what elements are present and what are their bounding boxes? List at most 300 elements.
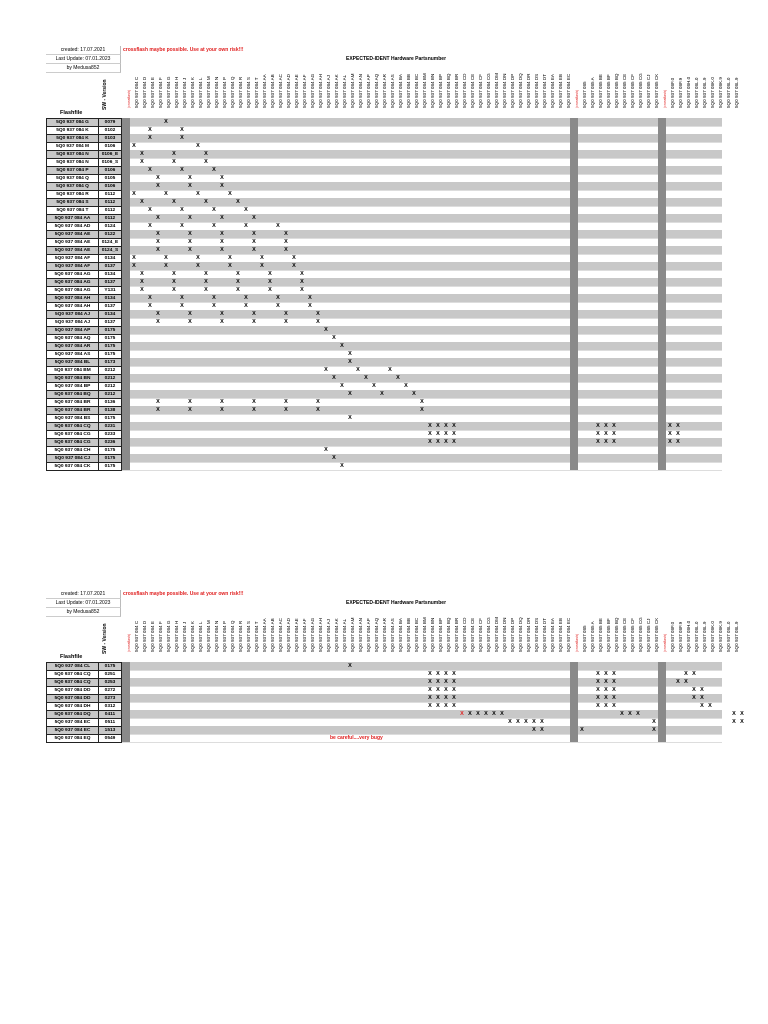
flashfile-cell: 5Q0 937 084 P [46, 166, 99, 175]
compat-mark: X [676, 431, 680, 437]
compat-mark: X [364, 375, 368, 381]
compat-mark: X [452, 703, 456, 709]
column-header: 5Q0 937 084 CE [470, 617, 475, 652]
compat-mark: X [612, 703, 616, 709]
compat-mark: X [236, 199, 240, 205]
column-header: 5Q0 937 084 BA [398, 618, 403, 652]
compat-mark: X [524, 719, 528, 725]
sw-version-cell: 0175 [98, 350, 122, 359]
compat-mark: X [428, 687, 432, 693]
compat-mark: X [516, 719, 520, 725]
row-note: be careful....very bugy [330, 735, 383, 741]
column-header: 5Q0 937 084 N [214, 76, 219, 108]
column-header: 5Q0 937 084 CD [462, 73, 467, 108]
compat-mark: X [188, 319, 192, 325]
compat-mark: X [428, 679, 432, 685]
sw-version-cell: 1513 [98, 726, 122, 735]
compat-mark: X [348, 415, 352, 421]
column-header: 5Q0 937 085 [582, 81, 587, 108]
compat-mark: X [244, 295, 248, 301]
column-header: 5Q0 937 084 DR [526, 73, 531, 108]
sw-version-cell: 0175 [98, 342, 122, 351]
compat-mark: X [220, 311, 224, 317]
column-header: 5Q0 937 084 AS [390, 74, 395, 108]
compat-mark: X [156, 183, 160, 189]
compat-mark: X [700, 703, 704, 709]
column-header: 5Q0 937 084 AE [294, 74, 299, 108]
table-row [46, 438, 722, 446]
column-header: 5Q0 937 084 G [166, 76, 171, 108]
compat-mark: X [252, 407, 256, 413]
sw-version-cell: 0103 [98, 134, 122, 143]
sw-version-cell: 0175 [98, 446, 122, 455]
column-header: 5Q0 937 084 F [158, 77, 163, 108]
column-header: 5Q0 937 084 AK [334, 618, 339, 652]
compat-mark: X [252, 215, 256, 221]
sw-version-cell: 0106 [98, 166, 122, 175]
author: by Medusa852 [46, 64, 121, 73]
table-row [46, 302, 722, 310]
column-header: 5Q0 937 08L.9 [702, 621, 707, 652]
created-date: created: 17.07.2021 [46, 46, 121, 55]
compat-mark: X [180, 135, 184, 141]
compat-mark: X [156, 231, 160, 237]
compat-mark: X [452, 431, 456, 437]
compat-mark: X [252, 231, 256, 237]
compat-mark: X [708, 703, 712, 709]
table-row [46, 326, 722, 334]
table-row [46, 718, 744, 726]
compat-mark: X [140, 271, 144, 277]
compat-mark: X [444, 431, 448, 437]
compat-mark: X [580, 727, 584, 733]
compat-mark: X [436, 439, 440, 445]
column-header: 5Q0 937 085 CK [654, 73, 659, 108]
compat-mark: X [284, 407, 288, 413]
column-header: 5Q0 937 084 AR [382, 618, 387, 652]
compat-mark: X [612, 679, 616, 685]
column-header: 5Q0 937 084 K [190, 621, 195, 652]
compat-mark: X [476, 711, 480, 717]
compat-mark: X [740, 711, 744, 717]
compat-mark: X [244, 223, 248, 229]
compat-mark: X [412, 391, 416, 397]
compat-mark: X [204, 271, 208, 277]
column-header: 5Q0 937 084 AP [366, 74, 371, 108]
compat-mark: X [428, 423, 432, 429]
compat-mark: X [188, 175, 192, 181]
compat-mark: X [676, 423, 680, 429]
compat-mark: X [244, 303, 248, 309]
column-header: 5Q0 937 084 M [206, 76, 211, 108]
column-header: 5Q0 937 084 P [222, 77, 227, 108]
compat-mark: X [316, 407, 320, 413]
column-header: 5Q0 937 084 AH [318, 74, 323, 108]
compat-mark: X [492, 711, 496, 717]
column-header: 5Q0 937 084 AR [382, 74, 387, 108]
compat-mark: X [372, 383, 376, 389]
compat-mark: X [692, 671, 696, 677]
sw-version-cell: 0233 [98, 430, 122, 439]
compat-mark: X [684, 671, 688, 677]
compat-mark: X [284, 239, 288, 245]
column-header: 5Q0 937 084 P [222, 621, 227, 652]
column-header: 5Q0 937 084 EB [558, 618, 563, 652]
sw-version-cell: 0106_E [98, 150, 122, 159]
compat-mark: X [612, 439, 616, 445]
flashfile-cell: 5Q0 937 084 AE [46, 230, 99, 239]
column-header: 5Q0 937 084 CF [478, 618, 483, 652]
column-header: 5Q0 937 084 BA [398, 74, 403, 108]
column-header: 5Q0 937 08F.9 [678, 77, 683, 108]
compat-mark: X [540, 727, 544, 733]
sw-version-cell: 0212 [98, 366, 122, 375]
column-header: 5Q0 937 08L.9 [702, 77, 707, 108]
column-header: 5Q0 937 084 C [134, 76, 139, 108]
table-row [46, 734, 722, 742]
compat-mark: X [252, 239, 256, 245]
compat-mark: X [172, 271, 176, 277]
sw-version-cell: 0134 [98, 254, 122, 263]
compat-mark: X [428, 431, 432, 437]
compat-mark: X [612, 671, 616, 677]
compat-mark: X [612, 695, 616, 701]
table-row [46, 214, 722, 222]
compat-mark: X [188, 239, 192, 245]
compat-mark: X [220, 239, 224, 245]
compat-mark: X [284, 319, 288, 325]
compat-mark: X [236, 279, 240, 285]
compat-mark: X [508, 719, 512, 725]
table-row [46, 166, 722, 174]
flashfile-cell: 5Q0 937 084 AA [46, 214, 99, 223]
compat-mark: X [180, 167, 184, 173]
column-header: 5Q0 937 084 DP [510, 617, 515, 652]
sw-version-cell: 0124_S [98, 246, 122, 255]
compat-mark: X [148, 303, 152, 309]
table-row [46, 382, 722, 390]
column-header: 5Q0 937 084 AA [262, 618, 267, 652]
table-row [46, 158, 722, 166]
compat-mark: X [204, 159, 208, 165]
column-header: 5Q0 937 084 DN [502, 617, 507, 652]
table-row [46, 126, 722, 134]
table-row [46, 278, 722, 286]
compat-mark: X [428, 703, 432, 709]
compat-mark: X [676, 679, 680, 685]
column-header: 5Q0 937 084 DN [502, 73, 507, 108]
compat-mark: X [484, 711, 488, 717]
column-header: 5Q0 937 084 EA [550, 74, 555, 108]
compat-mark: X [420, 407, 424, 413]
column-header: 5Q0 937 084 AS [390, 618, 395, 652]
compat-mark: X [668, 439, 672, 445]
compat-mark: X [468, 711, 472, 717]
column-header: (crossflash) [663, 89, 667, 108]
column-header: 5Q0 937 084 BP [438, 618, 443, 652]
sheet-top [46, 46, 739, 496]
column-header: 5Q0 937 084 BN [430, 73, 435, 108]
table-row [46, 254, 722, 262]
compat-mark: X [220, 407, 224, 413]
compat-mark: X [300, 271, 304, 277]
compat-mark: X [292, 263, 296, 269]
compat-mark: X [132, 191, 136, 197]
row-cells [122, 734, 722, 743]
flashfile-cell: 5Q0 937 084 CQ [46, 422, 99, 431]
table-row [46, 694, 722, 702]
flashfile-cell: 5Q0 937 084 EC [46, 726, 99, 735]
flashfile-cell: 5Q0 937 084 N [46, 158, 99, 167]
sw-version-cell: 0173 [98, 358, 122, 367]
column-header: 5Q0 937 084 AF [302, 618, 307, 652]
sw-version-cell: 0175 [98, 462, 122, 471]
sw-version-cell: 0136 [98, 398, 122, 407]
table-row [46, 206, 722, 214]
column-header: 5Q0 937 084 BR [454, 73, 459, 108]
compat-mark: X [140, 151, 144, 157]
flashfile-cell: 5Q0 937 084 N [46, 150, 99, 159]
column-header: (crossflash) [127, 89, 131, 108]
column-header: 5Q0 937 085 BQ [614, 617, 619, 652]
column-header: 5Q0 937 085 A [590, 77, 595, 108]
table-row [46, 454, 722, 462]
column-header: (crossflash) [127, 633, 131, 652]
compat-mark: X [140, 287, 144, 293]
column-header: 5Q0 937 084 D [142, 620, 147, 652]
table-row [46, 334, 722, 342]
flashfile-cell: 5Q0 937 084 BL [46, 358, 99, 367]
column-header: 5Q0 937 084 BQ [446, 73, 451, 108]
compat-mark: X [164, 191, 168, 197]
column-header: 5Q0 937 084 DS [534, 617, 539, 652]
column-header: 5Q0 937 084 DM [494, 617, 499, 652]
column-header: (crossflash) [575, 89, 579, 108]
compat-mark: X [228, 191, 232, 197]
column-header: 5Q0 937 084 AQ [374, 73, 379, 108]
table-row [46, 238, 722, 246]
compat-mark: X [220, 175, 224, 181]
column-header: 5Q0 937 084 AQ [374, 617, 379, 652]
compat-mark: X [332, 375, 336, 381]
flashfile-cell: 5Q0 937 084 CG [46, 430, 99, 439]
compat-mark: X [324, 327, 328, 333]
compat-mark: X [604, 671, 608, 677]
compat-mark: X [700, 687, 704, 693]
column-header: 5Q0 937 084 DM [494, 73, 499, 108]
compat-mark: X [148, 135, 152, 141]
table-row [46, 414, 722, 422]
table-row [46, 446, 722, 454]
created-date: created: 17.07.2021 [46, 590, 121, 599]
column-header: 5Q0 937 084 BQ [446, 617, 451, 652]
flashfile-cell: 5Q0 937 084 AG [46, 278, 99, 287]
sw-version-cell: Y131 [98, 286, 122, 295]
column-header: 5Q0 937 084 DT [542, 74, 547, 108]
flashfile-cell: 5Q0 937 084 DH [46, 702, 99, 711]
compat-mark: X [236, 287, 240, 293]
table-row [46, 134, 722, 142]
compat-mark: X [276, 295, 280, 301]
flashfile-cell: 5Q0 937 084 EQ [46, 734, 99, 743]
crossflash-separator [570, 662, 578, 742]
compat-mark: X [596, 423, 600, 429]
compat-mark: X [164, 263, 168, 269]
column-header: 5Q0 937 084 CG [486, 73, 491, 108]
compat-mark: X [244, 207, 248, 213]
column-header: 5Q0 937 085 CF [630, 618, 635, 652]
compat-mark: X [668, 423, 672, 429]
compat-mark: X [436, 423, 440, 429]
compat-mark: X [284, 311, 288, 317]
compat-mark: X [636, 711, 640, 717]
sw-version-cell: 0312 [98, 702, 122, 711]
compat-mark: X [276, 303, 280, 309]
column-header: 5Q0 937 084 AC [278, 74, 283, 108]
crossflash-separator [658, 118, 666, 470]
column-header: 5Q0 937 084 R [238, 76, 243, 108]
compat-mark: X [628, 711, 632, 717]
sw-version-cell: 0112 [98, 198, 122, 207]
compat-mark: X [156, 407, 160, 413]
sw-version-cell: 0137 [98, 278, 122, 287]
column-header: 5Q0 937 084 AB [270, 618, 275, 652]
table-row [46, 366, 722, 374]
sw-version-cell: 0106_S [98, 158, 122, 167]
column-header: 5Q0 937 08H.0 [686, 76, 691, 108]
column-header: 5Q0 937 084 CF [478, 74, 483, 108]
compat-mark: X [276, 223, 280, 229]
flashfile-cell: 5Q0 937 084 Q [46, 182, 99, 191]
column-header: 5Q0 937 084 DP [510, 73, 515, 108]
column-header: 5Q0 937 085 CE [622, 73, 627, 108]
flashfile-cell: 5Q0 937 084 BS [46, 414, 99, 423]
compat-mark: X [212, 303, 216, 309]
column-header: 5Q0 937 08F.0 [670, 77, 675, 108]
compat-mark: X [172, 279, 176, 285]
column-header: 5Q0 937 085 CE [622, 617, 627, 652]
compat-mark: X [316, 319, 320, 325]
column-header: 5Q0 937 08L.0 [726, 77, 731, 108]
compat-mark: X [692, 695, 696, 701]
flashfile-cell: 5Q0 937 084 CL [46, 662, 99, 671]
table-row [46, 118, 722, 126]
flashfile-header: Flashfile [60, 654, 83, 660]
compat-mark: X [228, 255, 232, 261]
sw-version-cell: 0212 [98, 382, 122, 391]
compat-mark: X [604, 431, 608, 437]
compat-mark: X [380, 391, 384, 397]
table-row [46, 190, 722, 198]
compat-mark: X [204, 279, 208, 285]
compat-mark: X [188, 215, 192, 221]
column-header: 5Q0 937 084 AJ [326, 619, 331, 652]
sw-version-cell: 0175 [98, 662, 122, 671]
column-header: 5Q0 937 084 EC [566, 73, 571, 108]
compat-mark: X [452, 695, 456, 701]
column-header: 5Q0 937 084 F [158, 621, 163, 652]
sw-version-cell: 0124 [98, 222, 122, 231]
flashfile-cell: 5Q0 937 084 BR [46, 406, 99, 415]
compat-mark: X [140, 199, 144, 205]
sw-version-cell: 0138 [98, 406, 122, 415]
column-header: 5Q0 937 084 T [254, 77, 259, 108]
flashfile-cell: 5Q0 937 084 AF [46, 262, 99, 271]
sw-version-cell: 0134 [98, 310, 122, 319]
table-row [46, 310, 722, 318]
column-header: 5Q0 937 084 T [254, 621, 259, 652]
last-update: Last Update: 07.01.2023 [46, 599, 121, 608]
flashfile-cell: 5Q0 937 084 AD [46, 222, 99, 231]
column-header: 5Q0 937 084 Q [230, 76, 235, 108]
compat-mark: X [612, 431, 616, 437]
compat-mark: X [596, 439, 600, 445]
sw-version-cell: 0134 [98, 294, 122, 303]
sw-version-cell: 0079 [98, 118, 122, 127]
column-header: 5Q0 937 08L.9 [734, 621, 739, 652]
table-row [46, 246, 722, 254]
last-update: Last Update: 07.01.2023 [46, 55, 121, 64]
compat-mark: X [204, 199, 208, 205]
compat-mark: X [172, 151, 176, 157]
compat-mark: X [204, 287, 208, 293]
sw-version-cell: 0102 [98, 126, 122, 135]
flashfile-cell: 5Q0 937 084 AE [46, 238, 99, 247]
compat-mark: X [532, 727, 536, 733]
flashfile-cell: 5Q0 937 084 BQ [46, 390, 99, 399]
row-cells [122, 462, 722, 471]
compat-mark: X [212, 167, 216, 173]
column-header: 5Q0 937 084 DQ [518, 617, 523, 652]
column-header: 5Q0 937 08F.9 [678, 621, 683, 652]
table-row [46, 670, 722, 678]
column-header: 5Q0 937 084 BM [422, 617, 427, 652]
column-header: 5Q0 937 084 AA [262, 74, 267, 108]
table-row [46, 174, 722, 182]
table-row [46, 150, 722, 158]
column-header: 5Q0 937 084 BM [422, 73, 427, 108]
table-title: EXPECTED-IDENT Hardware Partsnumber [346, 56, 447, 62]
compat-mark: X [268, 287, 272, 293]
sw-version-cell: 0122 [98, 230, 122, 239]
table-row [46, 710, 744, 718]
column-header: 5Q0 937 084 AK [334, 74, 339, 108]
author: by Medusa852 [46, 608, 121, 617]
compat-mark: X [428, 439, 432, 445]
compat-mark: X [348, 663, 352, 669]
compat-mark: X [692, 687, 696, 693]
table-row [46, 222, 722, 230]
flashfile-cell: 5Q0 937 084 CG [46, 438, 99, 447]
sw-version-cell: 0212 [98, 390, 122, 399]
compat-mark: X [148, 223, 152, 229]
column-header: 5Q0 937 08L.0 [694, 621, 699, 652]
column-header: 5Q0 937 084 EC [566, 617, 571, 652]
compat-mark: X [348, 351, 352, 357]
compat-mark: X [140, 279, 144, 285]
column-header: 5Q0 937 08K.0 [710, 621, 715, 652]
compat-mark: X [316, 311, 320, 317]
column-header: 5Q0 937 084 N [214, 620, 219, 652]
column-header: 5Q0 937 084 BB [406, 618, 411, 652]
table-row [46, 270, 722, 278]
flashfile-cell: 5Q0 937 084 CQ [46, 678, 99, 687]
crossflash-warning: crossflash maybe possible. Use at your own risk!!! [123, 591, 244, 597]
sw-version-cell: 0175 [98, 334, 122, 343]
column-header: 5Q0 937 084 DQ [518, 73, 523, 108]
compat-mark: X [604, 679, 608, 685]
flashfile-cell: 5Q0 937 084 G [46, 118, 99, 127]
